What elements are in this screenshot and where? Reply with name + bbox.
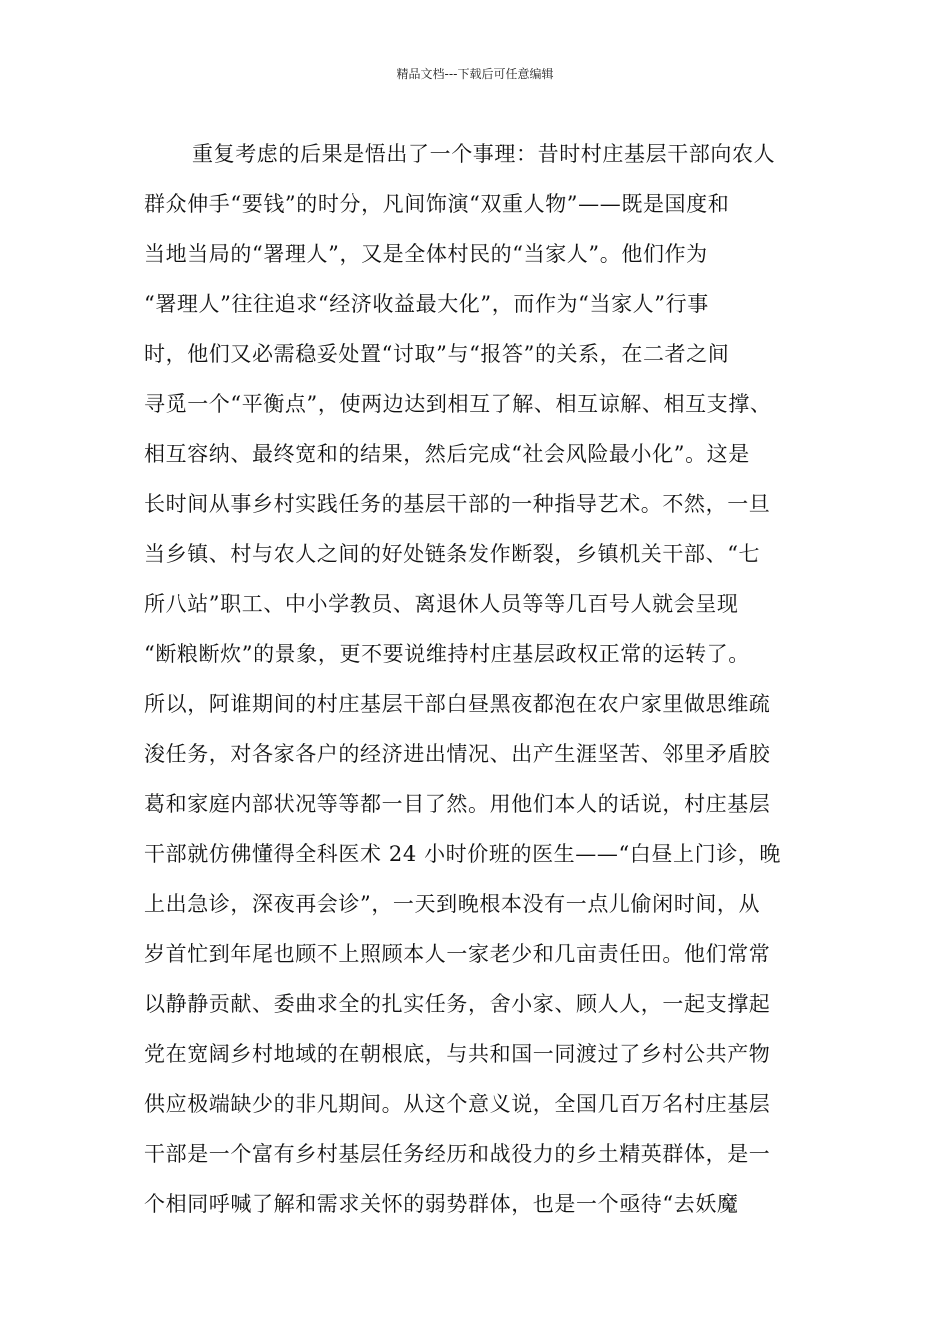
text-line: 所八站”职工、中小学教员、离退休人员等等几百号人就会呈现 (144, 592, 739, 616)
page-header: 精品文档---下载后可任意编辑 (396, 67, 554, 81)
text-line: 群众伸手“要钱”的时分，凡间饰演“双重人物”——既是国度和 (144, 192, 730, 216)
document-body (144, 129, 814, 1229)
text-line: “署理人”往往追求“经济收益最大化”，而作为“当家人”行事 (144, 292, 709, 316)
text-line: 个相同呼喊了解和需求关怀的弱势群体，也是一个亟待“去妖魔 (144, 1192, 739, 1216)
text-line: 当地当局的“署理人”，又是全体村民的“当家人”。他们作为 (144, 242, 708, 266)
text-line: 当乡镇、村与农人之间的好处链条发作断裂，乡镇机关干部、“七 (144, 542, 761, 566)
text-line: “断粮断炊”的景象，更不要说维持村庄基层政权正常的运转了。 (144, 642, 750, 666)
text-line: 供应极端缺少的非凡期间。从这个意义说，全国几百万名村庄基层 (144, 1092, 771, 1116)
text-line: 干部就仿佛懂得全科医术 24 小时价班的医生——“白昼上门诊，晚 (144, 842, 782, 866)
text-line: 时，他们又必需稳妥处置“讨取”与“报答”的关系，在二者之间 (144, 342, 730, 366)
text-line: 相互容纳、最终宽和的结果，然后完成“社会风险最小化”。这是 (144, 442, 750, 466)
text-line: 葛和家庭内部状况等等都一目了然。用他们本人的话说，村庄基层 (144, 792, 771, 816)
text-line: 上出急诊，深夜再会诊”，一天到晚根本没有一点儿偷闲时间，从 (144, 892, 761, 916)
text-line: 以静静贡献、委曲求全的扎实任务，舍小家、顾人人，一起支撑起 (144, 992, 771, 1016)
text-line: 寻觅一个“平衡点”，使两边达到相互了解、相互谅解、相互支撑、 (144, 392, 772, 416)
text-line: 所以，阿谁期间的村庄基层干部白昼黑夜都泡在农户家里做思维疏 (144, 692, 771, 716)
text-line: 浚任务，对各家各户的经济进出情况、出产生涯坚苦、邻里矛盾胶 (144, 742, 771, 766)
text-line: 干部是一个富有乡村基层任务经历和战役力的乡土精英群体，是一 (144, 1142, 771, 1166)
text-line: 党在宽阔乡村地域的在朝根底，与共和国一同渡过了乡村公共产物 (144, 1042, 771, 1066)
text-line: 重复考虑的后果是悟出了一个事理：昔时村庄基层干部向农人 (192, 142, 776, 166)
text-line: 岁首忙到年尾也顾不上照顾本人一家老少和几亩责任田。他们常常 (144, 942, 771, 966)
text-line: 长时间从事乡村实践任务的基层干部的一种指导艺术。不然，一旦 (144, 492, 771, 516)
